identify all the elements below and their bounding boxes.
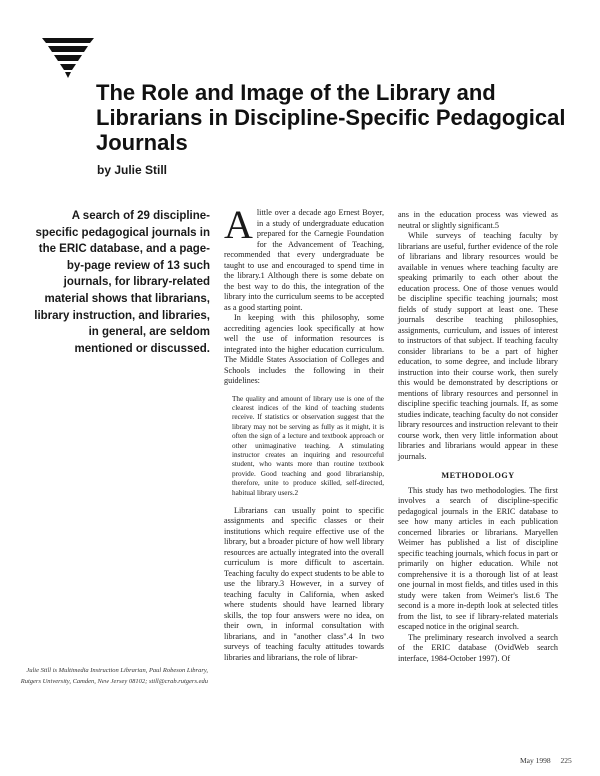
body-paragraph: The preliminary research involved a search of the ERIC database (OvidWeb search interface, 1984-October 1997). Of (398, 632, 558, 663)
page-number: 225 (560, 756, 572, 765)
stacked-chevrons-icon (42, 38, 94, 78)
body-paragraph: Librarians can usually point to specific assignments and specific classes or their institutions which require effective use of the library, but a broader picture of how well library resources are actually integrated into the overall curriculum is more difficult to ascertain. Teaching faculty do expect students to be able to use the library.3 However, in a survey of teaching faculty in California, when asked where students should have learned library skills, the top four answers were no idea, on their own, in informal consultation with librarians, and in "another class".4 In two surveys of teaching faculty attitudes towards libraries and librarians, the role of librar- (224, 505, 384, 662)
byline: by Julie Still (97, 163, 168, 177)
author-affiliation: Julie Still is Multimedia Instruction Librarian, Paul Robeson Library, Rutgers University, Camden, New Jersey 08102; still@crab.rutgers.edu (20, 667, 208, 685)
body-column-1 (224, 202, 384, 663)
journal-logo (42, 38, 94, 78)
abstract: A search of 29 discipline-specific pedagogical journals in the ERIC database, and a page-by-page review of 13 such journals, for library-related material shows that librarians, library instruction, and libraries, in general, are seldom mentioned or discussed. (34, 210, 210, 355)
body-paragraph: In keeping with this philosophy, some accrediting agencies look specifically at how well the use of information resources is integrated into the higher education curriculum. The Middle States Association of Colleges and Schools includes the following in their guidelines: (224, 313, 384, 385)
intro-text: little over a decade ago Ernest Boyer, in a study of undergraduate education prepared for the Carnegie Foundation for the Advancement of Teaching, recommended that every undergraduate be taught to use and encouraged to spend time in the library.1 Although there is some debate on the best way to do this, the integration of the library into the curriculum seems to be accepted as a good starting point. (224, 208, 384, 312)
body-paragraph: While surveys of teaching faculty by librarians are useful, further evidence of the role of librarians and library resources would be available in venues where teaching faculty are speaking primarily to each other about the education process. One of those venues would be discipline specific teaching journals; most fields of study support at least one. These journals describe teaching philosophies, assignments, curriculum, and issues of interest to instructors of that subject. If teaching faculty consider librarians to be a part of higher education, to some degree, and include library instruction into their course work, then surely this would be demonstrated by descriptions or mentions of library resources and personnel in discipline specific teaching journals. If, as some studies indicate, teaching faculty do not consider library resources and instruction relevant to their course work, then very little information about libraries and librarians would appear in these journals. (398, 231, 558, 461)
section-heading: METHODOLOGY (441, 471, 515, 480)
drop-cap: A (224, 202, 253, 247)
article-title: The Role and Image of the Library and Librarians in Discipline-Specific Pedagogical Journals (96, 80, 566, 155)
page-footer (520, 756, 572, 765)
issue-date: May 1998 (520, 756, 551, 765)
body-paragraph: This study has two methodologies. The first involves a search of discipline-specific pedagogical journals in the ERIC database to see how many articles in each publication concerned libraries or librarians. Maryellen Weimer has published a list of discipline specific teaching journals, which focus in part or primarily on higher education. While not comprehensive it is a thorough list of at least one journal in most fields, and titles used in this study were taken from Weimer's list.6 The second is a more in-depth look at selected titles from the list, to see if library-related materials escaped notice in the original search. (398, 485, 558, 631)
intro-paragraph (224, 202, 384, 313)
block-quote: The quality and amount of library use is one of the clearest indices of the kind of teaching students receive. If statistics or observation suggest that the library may not be serving as fully as it might, it is often the sign of a lecture and textbook approach or other unimaginative teaching. A stimulating instructor creates an inquiring and resourceful student, who wants more than routine textbook provide. Good teaching and good librarianship, therefore, unite to produce skilled, self-directed, habitual library users.2 (232, 394, 384, 497)
body-column-2 (398, 210, 558, 664)
body-paragraph: ans in the education process was viewed as neutral or slightly significant.5 (398, 210, 558, 230)
